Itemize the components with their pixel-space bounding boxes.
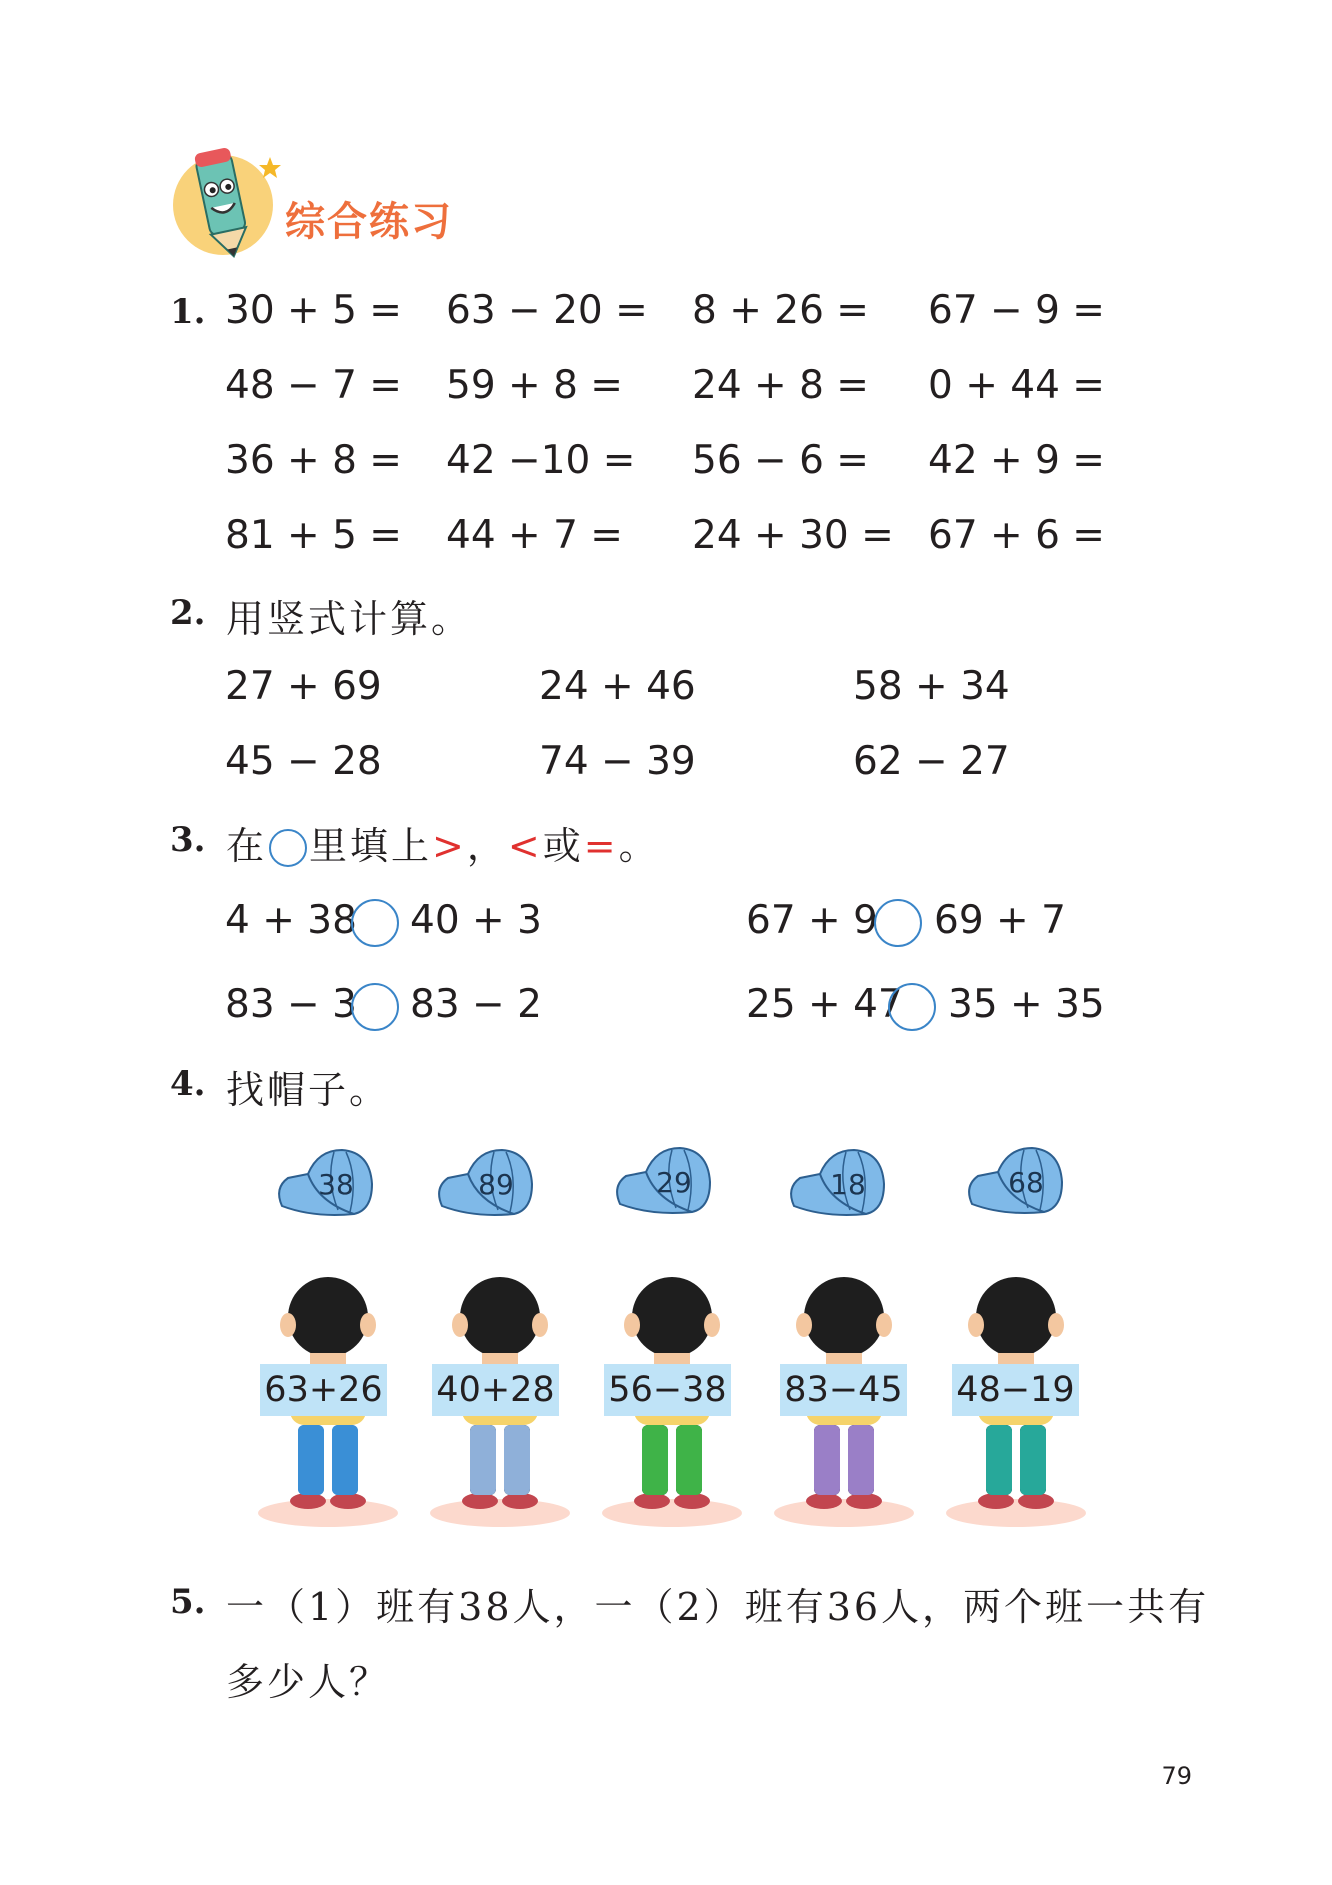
question-number: 5. (170, 1582, 206, 1622)
prompt-text: 。 (618, 824, 660, 868)
question-number: 4. (170, 1064, 206, 1104)
comparison-right: 83 − 2 (410, 982, 542, 1027)
circle-icon (269, 829, 307, 867)
equation: 81 + 5 = (225, 513, 402, 558)
equation: 30 + 5 = (225, 288, 402, 333)
hat-icon[interactable] (791, 1150, 884, 1215)
question-number: 1. (170, 292, 206, 332)
child-sign: 40+28 (432, 1364, 559, 1416)
answer-circle[interactable] (351, 983, 399, 1031)
answer-circle[interactable] (888, 983, 936, 1031)
pencil-mascot-icon (165, 145, 290, 260)
page-number: 79 (1161, 1762, 1192, 1790)
question-text: 多少人？ (226, 1660, 391, 1704)
question-prompt (226, 815, 660, 870)
hat-number: 29 (656, 1166, 692, 1199)
answer-circle[interactable] (874, 899, 922, 947)
comparison-left: 67 + 9 (746, 898, 878, 943)
question-prompt: 找帽子。 (226, 1068, 391, 1112)
comparison-right: 69 + 7 (934, 898, 1066, 943)
question-number: 3. (170, 820, 206, 860)
child-sign: 56−38 (604, 1364, 731, 1416)
equation: 56 − 6 = (692, 438, 869, 483)
less-than-symbol: < (507, 824, 543, 868)
section-title: 综合练习 (285, 199, 453, 245)
hat-icon[interactable] (969, 1148, 1062, 1213)
equation: 24 + 8 = (692, 363, 869, 408)
equation: 59 + 8 = (446, 363, 623, 408)
equation: 42 −10 = (446, 438, 636, 483)
equation: 27 + 69 (225, 664, 382, 709)
equation: 67 − 9 = (928, 288, 1105, 333)
comparison-right: 35 + 35 (948, 982, 1105, 1027)
comparison-left: 25 + 47 (746, 982, 903, 1027)
child-sign: 83−45 (780, 1364, 907, 1416)
prompt-text: 在 (226, 824, 268, 868)
equation: 8 + 26 = (692, 288, 869, 333)
equation: 58 + 34 (853, 664, 1010, 709)
answer-circle[interactable] (351, 899, 399, 947)
equation: 74 − 39 (539, 739, 696, 784)
hat-number: 38 (318, 1168, 354, 1201)
child-sign: 48−19 (952, 1364, 1079, 1416)
hat-icon[interactable] (279, 1150, 372, 1215)
comparison-right: 40 + 3 (410, 898, 542, 943)
equation: 24 + 46 (539, 664, 696, 709)
hats-row (270, 1140, 1090, 1230)
equation: 63 − 20 = (446, 288, 648, 333)
equals-symbol: = (583, 824, 619, 868)
prompt-text: 里填上 (309, 824, 433, 868)
comparison-left: 4 + 38 (225, 898, 357, 943)
equation: 44 + 7 = (446, 513, 623, 558)
equation: 0 + 44 = (928, 363, 1105, 408)
equation: 42 + 9 = (928, 438, 1105, 483)
question-prompt: 用竖式计算。 (226, 597, 473, 641)
hat-number: 89 (478, 1168, 514, 1201)
child-sign: 63+26 (260, 1364, 387, 1416)
equation: 24 + 30 = (692, 513, 894, 558)
question-text: 一（1）班有38人，一（2）班有36人，两个班一共有 (226, 1585, 1210, 1629)
hat-icon[interactable] (617, 1148, 710, 1213)
prompt-text: 或 (542, 824, 584, 868)
equation: 48 − 7 = (225, 363, 402, 408)
prompt-text: ， (466, 824, 508, 868)
equation: 36 + 8 = (225, 438, 402, 483)
equation: 67 + 6 = (928, 513, 1105, 558)
comparison-left: 83 − 3 (225, 982, 357, 1027)
equation: 62 − 27 (853, 739, 1010, 784)
equation: 45 − 28 (225, 739, 382, 784)
hat-number: 68 (1008, 1166, 1044, 1199)
hat-number: 18 (830, 1168, 866, 1201)
greater-than-symbol: > (432, 824, 467, 868)
question-number: 2. (170, 593, 206, 633)
hat-icon[interactable] (439, 1150, 532, 1215)
